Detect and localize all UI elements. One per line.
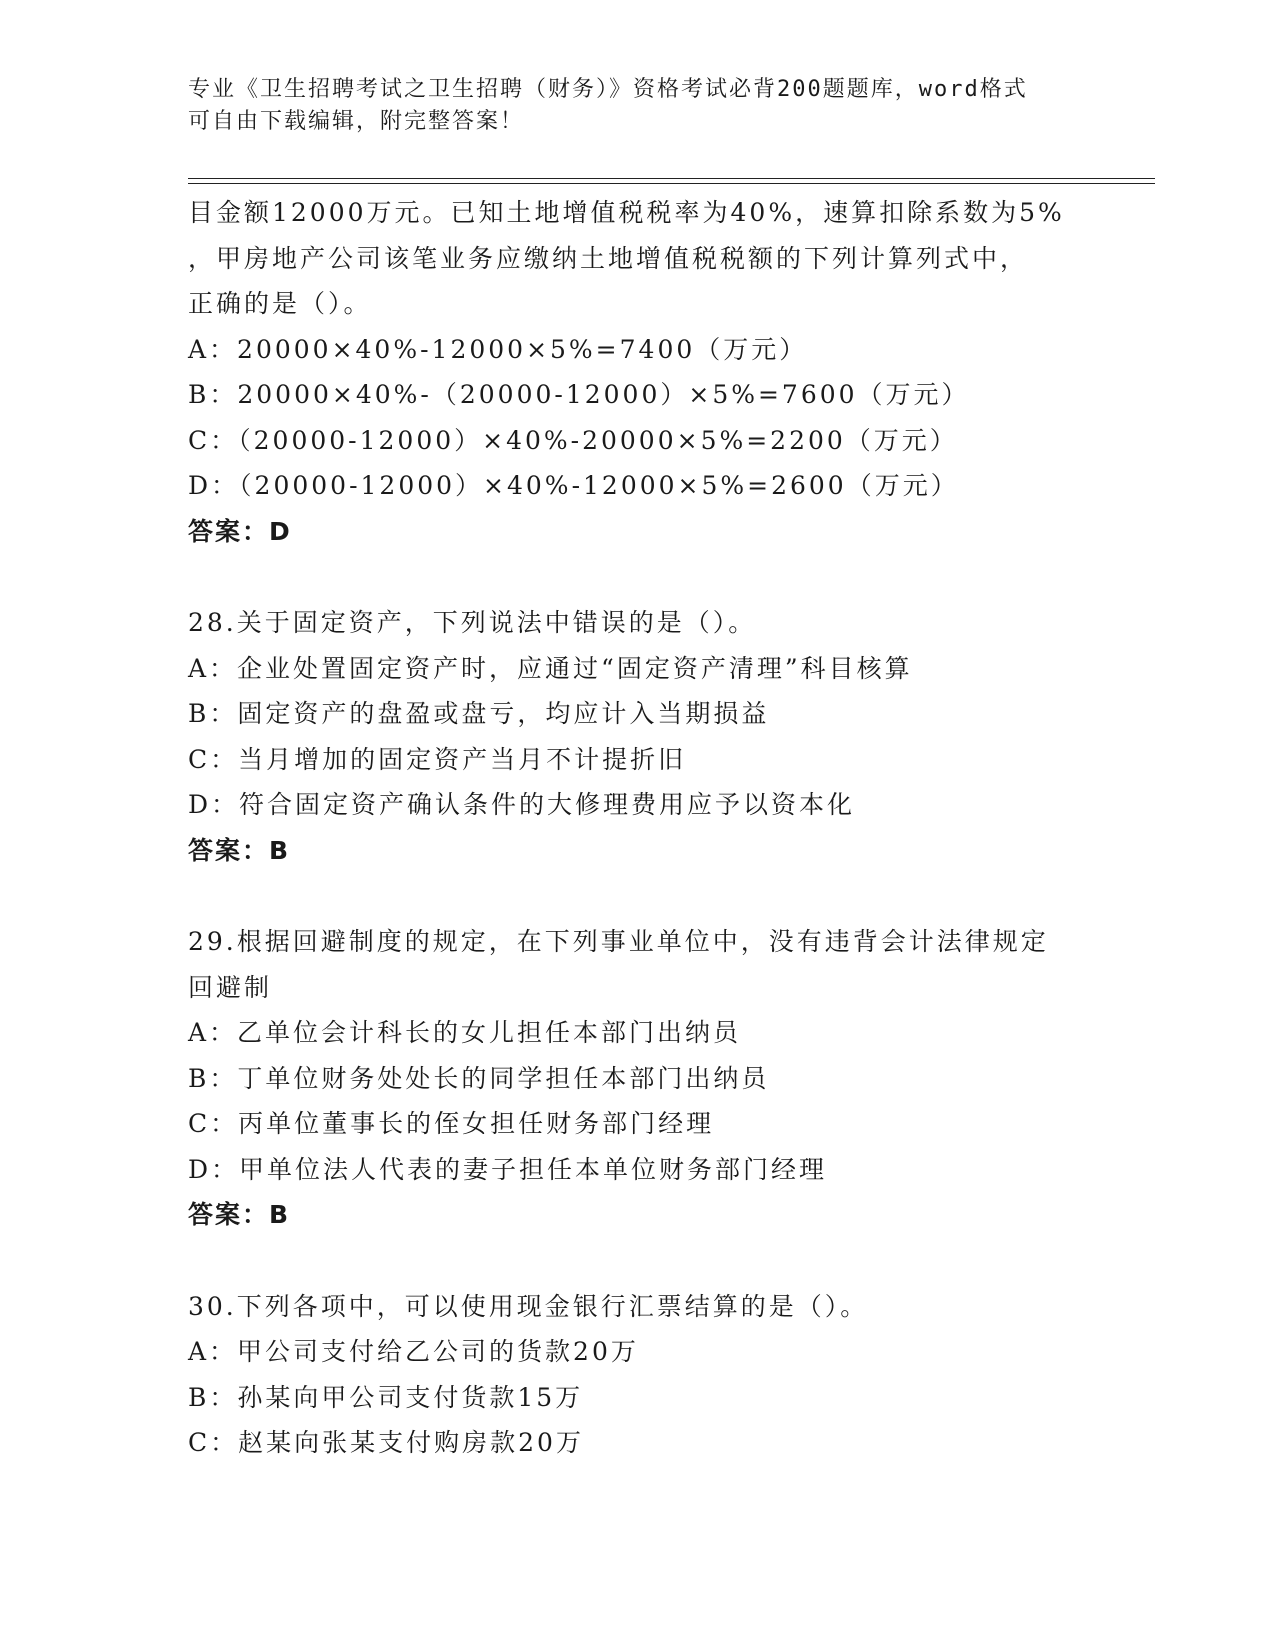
- question-stem-line: 回避制: [188, 972, 273, 1002]
- question-stem-line: 29.根据回避制度的规定，在下列事业单位中，没有违背会计法律规定: [188, 927, 1049, 956]
- option-a: A：甲公司支付给乙公司的货款20万: [188, 1337, 639, 1366]
- option-b: B：孙某向甲公司支付货款15万: [188, 1382, 584, 1412]
- question-stem-line: ，甲房地产公司该笔业务应缴纳土地增值税税额的下列计算列式中，: [188, 243, 1029, 273]
- option-c: C：丙单位董事长的侄女担任财务部门经理: [188, 1109, 715, 1138]
- question-stem-line: 正确的是（）。: [188, 289, 372, 318]
- question-stem-line: 目金额12000万元。已知土地增值税税率为40%，速算扣除系数为5%: [188, 198, 1065, 227]
- option-b: B：丁单位财务处处长的同学担任本部门出纳员: [188, 1063, 770, 1093]
- option-c: C：（20000-12000）×40%-20000×5%=2200（万元）: [188, 425, 958, 455]
- question-stem-line: 30.下列各项中，可以使用现金银行汇票结算的是（）。: [188, 1291, 869, 1321]
- header-rule-bottom: [188, 183, 1155, 184]
- option-c: C：当月增加的固定资产当月不计提折旧: [188, 744, 687, 774]
- header-line-2: 可自由下载编辑，附完整答案！: [188, 109, 525, 134]
- question-spacer: [188, 554, 1148, 600]
- option-c: C：赵某向张某支付购房款20万: [188, 1428, 584, 1457]
- option-b: B：20000×40%-（20000-12000）×5%=7600（万元）: [188, 380, 970, 409]
- option-a: A：企业处置固定资产时，应通过“固定资产清理”科目核算: [188, 653, 913, 683]
- document-header: [188, 74, 1088, 138]
- question-spacer: [188, 873, 1148, 919]
- option-d: D：（20000-12000）×40%-12000×5%=2600（万元）: [188, 471, 959, 500]
- answer-line: 答案：D: [188, 516, 292, 546]
- document-body: [188, 190, 1148, 1466]
- header-line-1: 专业《卫生招聘考试之卫生招聘（财务）》资格考试必背200题题库，word格式: [188, 77, 1028, 102]
- answer-line: 答案：B: [188, 835, 291, 865]
- question-29: [188, 919, 1148, 1238]
- option-d: D：符合固定资产确认条件的大修理费用应予以资本化: [188, 790, 856, 819]
- question-30: [188, 1284, 1148, 1466]
- answer-line: 答案：B: [188, 1200, 291, 1229]
- option-a: A：20000×40%-12000×5%=7400（万元）: [188, 334, 808, 364]
- question-stem-line: 28.关于固定资产，下列说法中错误的是（）。: [188, 608, 757, 637]
- question-28: [188, 600, 1148, 873]
- question-spacer: [188, 1238, 1148, 1284]
- option-b: B：固定资产的盘盈或盘亏，均应计入当期损益: [188, 699, 770, 728]
- option-a: A：乙单位会计科长的女儿担任本部门出纳员: [188, 1018, 742, 1047]
- question-27: [188, 190, 1148, 554]
- option-d: D：甲单位法人代表的妻子担任本单位财务部门经理: [188, 1154, 828, 1184]
- header-rule-top: [188, 178, 1155, 179]
